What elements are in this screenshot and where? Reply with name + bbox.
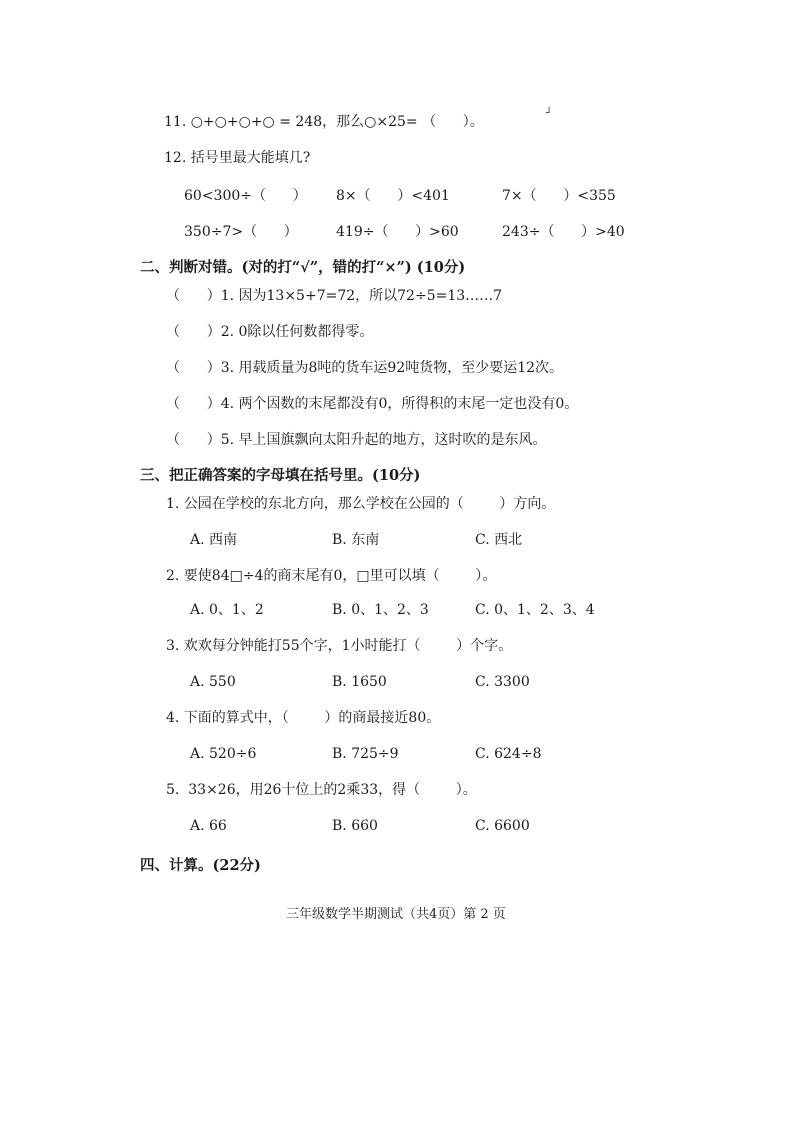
choice-option: B. 725÷9	[332, 746, 399, 762]
choice-option: C. 0、1、2、3、4	[475, 602, 595, 618]
choice-option: A. 西南	[190, 532, 238, 548]
q12-item: 243÷（ ）>40	[502, 224, 625, 240]
q12-item: 350÷7>（ ）	[184, 224, 298, 240]
judge-item-3: （ ）3. 用载质量为8吨的货车运92吨货物，至少要运12次。	[166, 360, 564, 376]
choice-option: A. 66	[190, 818, 227, 834]
choice-question-4: 4. 下面的算式中，（ ）的商最接近80。	[166, 710, 441, 726]
choice-option: C. 西北	[475, 532, 523, 548]
choice-question-2: 2. 要使84□÷4的商末尾有0，□里可以填（ ）。	[166, 568, 497, 584]
choice-question-3: 3. 欢欢每分钟能打55个字，1小时能打（ ）个字。	[166, 638, 513, 654]
section-4-title: 四、计算。(22分)	[140, 857, 261, 874]
question-12-title: 12. 括号里最大能填几?	[164, 150, 311, 166]
judge-item-1: （ ）1. 因为13×5+7=72，所以72÷5=13……7	[166, 288, 503, 304]
question-11: 11. ○+○+○+○ = 248，那么○×25= （ ）。	[164, 114, 484, 130]
q12-item: 8×（ ）<401	[336, 188, 450, 204]
choice-option: A. 520÷6	[190, 746, 257, 762]
choice-option: B. 东南	[332, 532, 380, 548]
page-footer: 三年级数学半期测试（共4页）第 2 页	[286, 907, 506, 922]
choice-option: A. 550	[190, 674, 236, 690]
choice-option: B. 0、1、2、3	[332, 602, 429, 618]
section-2-title: 二、判断对错。(对的打“√”，错的打“×”) (10分)	[140, 259, 466, 276]
choice-option: B. 660	[332, 818, 378, 834]
judge-item-4: （ ）4. 两个因数的末尾都没有0，所得积的末尾一定也没有0。	[166, 396, 579, 412]
choice-option: C. 624÷8	[475, 746, 542, 762]
choice-question-5: 5. 33×26，用26十位上的2乘33，得（ ）。	[166, 782, 477, 798]
choice-option: C. 3300	[475, 674, 530, 690]
judge-item-5: （ ）5. 早上国旗飘向太阳升起的地方，这时吹的是东风。	[166, 432, 547, 448]
section-3-title: 三、把正确答案的字母填在括号里。(10分)	[140, 467, 421, 484]
q12-item: 60<300÷（ ）	[184, 188, 307, 204]
q12-item: 419÷（ ）>60	[336, 224, 459, 240]
choice-option: A. 0、1、2	[190, 602, 264, 618]
scan-mark: ┘	[546, 108, 553, 119]
q12-item: 7×（ ）<355	[502, 188, 616, 204]
choice-option: C. 6600	[475, 818, 530, 834]
judge-item-2: （ ）2. 0除以任何数都得零。	[166, 324, 374, 340]
choice-option: B. 1650	[332, 674, 387, 690]
choice-question-1: 1. 公园在学校的东北方向，那么学校在公园的（ ）方向。	[166, 496, 556, 512]
